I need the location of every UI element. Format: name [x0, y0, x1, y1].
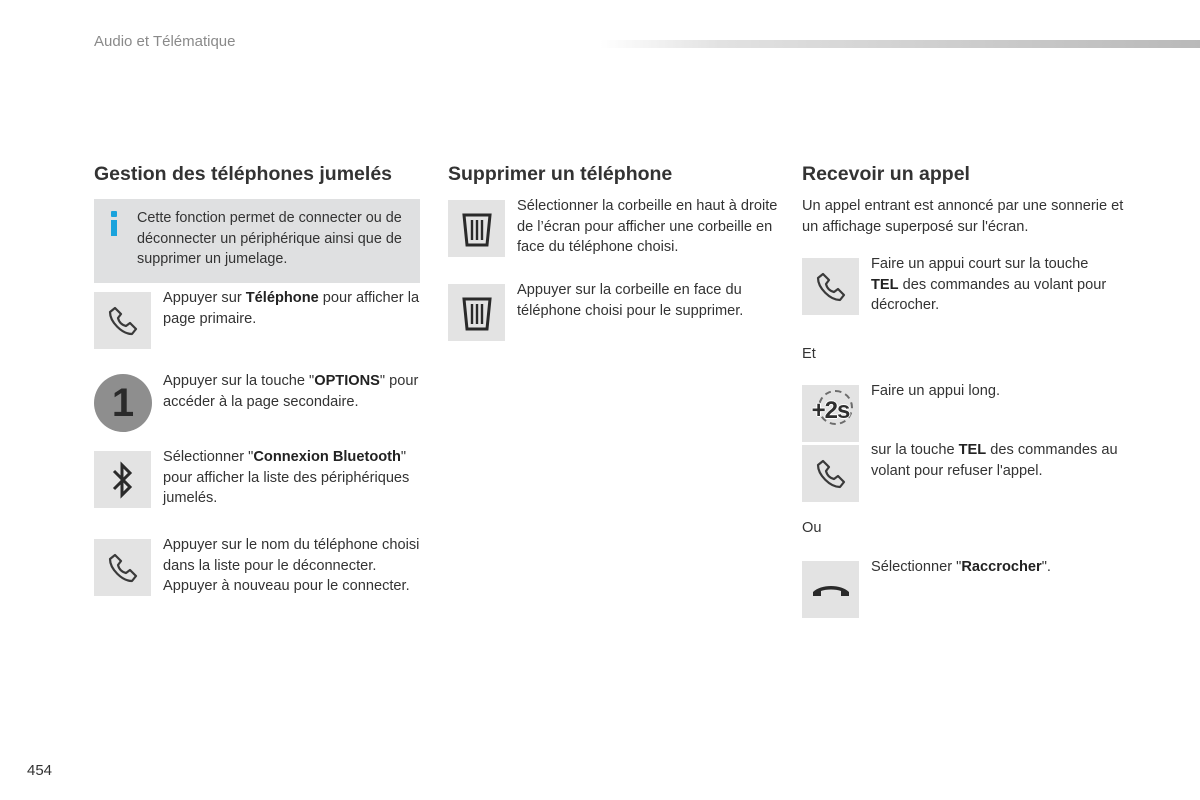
trash-icon[interactable] — [448, 200, 505, 257]
number-one-badge[interactable]: 1 — [94, 374, 152, 432]
section-title: Gestion des téléphones jumelés — [94, 163, 393, 185]
phone-icon[interactable] — [94, 539, 151, 596]
step-text: Appuyer sur le nom du téléphone choisi dans la liste pour le déconnecter. Appuyer à nouveau pour le connecter. — [163, 537, 420, 594]
intro-text: Un appel entrant est annoncé par une sonnerie et un affichage superposé sur l'écran. — [802, 198, 1124, 235]
phone-icon[interactable] — [802, 258, 859, 315]
section-title: Supprimer un téléphone — [448, 163, 673, 185]
phone-icon[interactable] — [802, 445, 859, 502]
info-text: Cette fonction permet de connecter ou de déconnecter un périphérique ainsi que de supprimer un jumelage. — [137, 210, 402, 267]
step-text: Faire un appui court sur la touche TEL des commandes au volant pour décrocher. — [871, 256, 1107, 313]
header-title: Audio et Télématique — [94, 33, 236, 50]
plus-two-seconds-icon[interactable]: +2s — [802, 385, 859, 442]
phone-icon[interactable] — [94, 292, 151, 349]
step-text: Sélectionner la corbeille en haut à droite de l’écran pour afficher une corbeille en face du téléphone choisi. — [517, 198, 778, 255]
header-gradient-bar — [600, 40, 1200, 48]
step-text: Appuyer sur Téléphone pour afficher la page primaire. — [163, 290, 420, 327]
hang-up-icon[interactable] — [802, 561, 859, 618]
bluetooth-icon[interactable] — [94, 451, 151, 508]
section-title: Recevoir un appel — [802, 163, 970, 185]
info-box — [94, 199, 420, 283]
connector-ou: Ou — [802, 520, 822, 536]
step-text: Appuyer sur la corbeille en face du téléphone choisi pour le supprimer. — [517, 282, 744, 319]
step-text: Appuyer sur la touche "OPTIONS" pour accéder à la page secondaire. — [163, 373, 419, 410]
trash-icon[interactable] — [448, 284, 505, 341]
step-text: sur la touche TEL des commandes au volant pour refuser l'appel. — [871, 442, 1118, 479]
column-delete-phone — [448, 161, 778, 361]
column-paired-phones — [94, 161, 424, 641]
connector-et: Et — [802, 346, 816, 362]
step-text: Sélectionner "Raccrocher". — [871, 559, 1051, 575]
step-text: Faire un appui long. — [871, 383, 1000, 399]
page-number: 454 — [27, 762, 53, 779]
column-receive-call — [802, 161, 1132, 621]
step-text: Sélectionner "Connexion Bluetooth" pour afficher la liste des périphériques jumelés. — [163, 449, 410, 506]
